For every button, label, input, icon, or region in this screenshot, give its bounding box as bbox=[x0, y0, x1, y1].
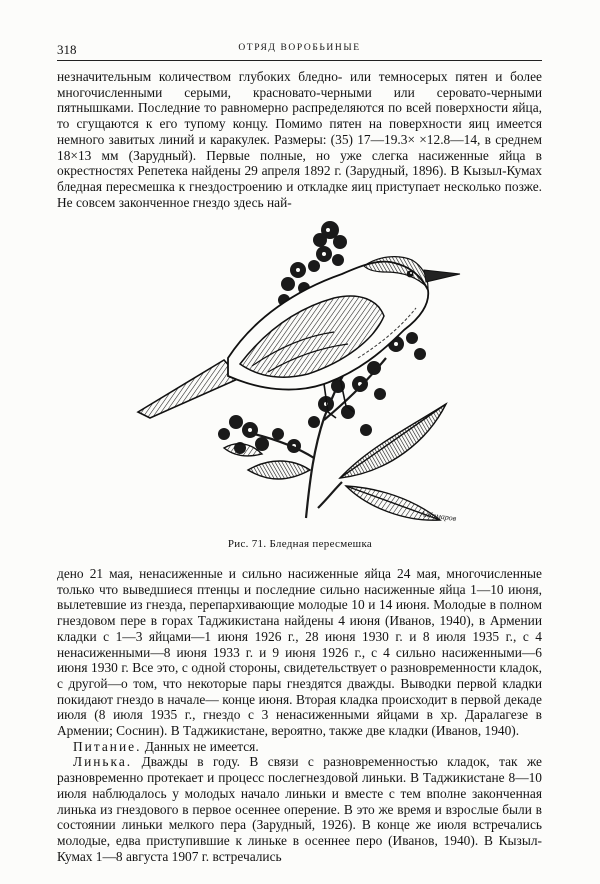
figure-caption: Рис. 71. Бледная пересмешка bbox=[227, 538, 373, 550]
page-number: 318 bbox=[57, 42, 77, 57]
bird-beak bbox=[424, 270, 460, 282]
feeding-text: Данных не имеется. bbox=[144, 738, 259, 754]
header-rule bbox=[57, 60, 542, 61]
bird-eye bbox=[407, 271, 414, 278]
bottom-text-block bbox=[57, 566, 542, 864]
bird-illustration bbox=[128, 208, 468, 530]
top-text-block bbox=[57, 69, 542, 210]
breeding-paragraph: дено 21 мая, ненасиженные и сильно насиженные яйца 24 мая, многочисленные только что выведшиеся птенцы и последние сильно насиженные яйца 1—10 июня, вылетевшие из гнезда, перепархивающие молодые 10 и 14 июня. Молодые в полном гнездовом пере в горах Таджикистана найдены 4 июня (Иванов, 1940), в Армении кладки с 1—3 яйцами—1 июня 1926 г., 28 июня 1930 г. и 8 июля 1935 г., с 4 ненасиженными—8 июня 1933 г. и 9 июня 1926 г., с 4 сильно насиженными—6 июня 1930 г. Все это, с одной стороны, свидетельствует о разновременности кладок, с другой—о том, что некоторые пары гнездятся дважды. Выводки первой кладки покидают гнездо в начале— конце июня. Вторая кладка происходит в первой декаде июля (8 июля 1935 г., гнездо с 3 ненасиженными яйцами в хр. Даралагезе в Армении; Соснин). В Таджикистане, вероятно, также две кладки (Иванов, 1940). bbox=[57, 566, 542, 739]
running-head bbox=[57, 42, 542, 60]
artist-signature: А.Комаров bbox=[419, 509, 457, 524]
top-paragraph: незначительным количеством глубоких бледно- или темносерых пятен и более многочисленными серыми, красновато-черными или серовато-черными пятнышками. Последние то равномерно распределяются по всей поверхности яйца, то сгущаются к его тупому концу. Помимо пятен на поверхности яиц имеется немного завитых линий и каракулек. Размеры: (35) 17—19.3× ×12.8—14, в среднем 18×13 мм (Зарудный). Первые полные, но уже слегка насиженные яйца в окрестностях Репетека найдены 29 апреля 1892 г. (Зарудный, 1896). В Кызыл-Кумах бледная пересмешка к гнездостроению и откладке яиц приступает несколько позже. Не совсем законченное гнездо здесь най- bbox=[57, 69, 542, 210]
molt-label: Линька. bbox=[73, 754, 133, 770]
leaves bbox=[224, 404, 446, 520]
section-title: ОТРЯД ВОРОБЬИНЫЕ bbox=[238, 43, 361, 53]
feeding-label: Питание. bbox=[73, 738, 142, 754]
molt-paragraph bbox=[57, 754, 542, 864]
molt-text: Дважды в году. В связи с разновременностью кладок, так же разновременно протекает и процесс послегнездовой линьки. В Таджикистане 8—10 июля наблюдалось у молодых начало линьки и вместе с тем вполне законченная линька из гнездового в первое осеннее оперение. В это же время и взрослые были в состоянии линьки мелкого пера (Зарудный, 1926). В конце же июля встречались молодые, едва приступившие к линьке в осеннее перо (Иванов, 1940). В Кызыл-Кумах 1—8 августа 1907 г. встречались bbox=[57, 754, 542, 864]
bird-tail bbox=[138, 360, 240, 418]
pale-mockingbird-drawing bbox=[128, 208, 468, 530]
feeding-paragraph bbox=[57, 739, 542, 755]
